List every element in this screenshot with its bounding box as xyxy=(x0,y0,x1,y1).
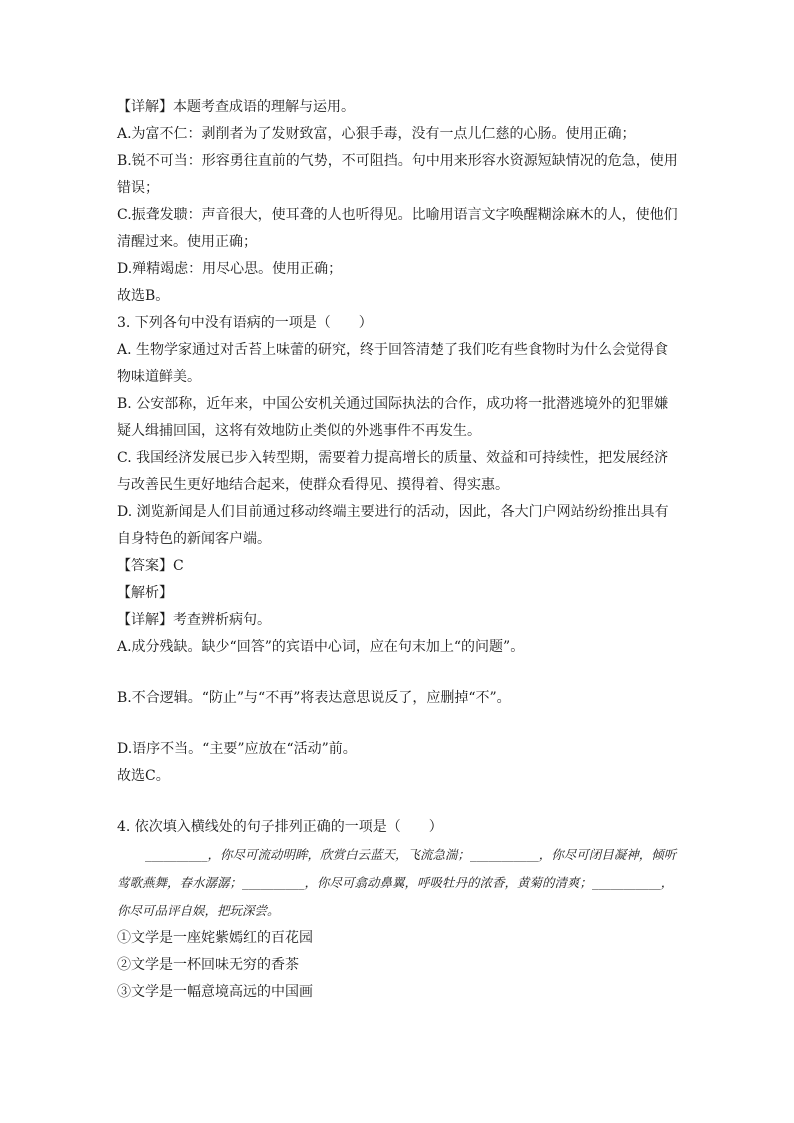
q4-item-3: ③文学是一幅意境高远的中国画 xyxy=(117,984,313,1000)
q3-analysis-label: 【解析】 xyxy=(117,585,173,601)
spacer xyxy=(117,790,679,814)
q3-analysis-b: B.不合逻辑。“防止”与“不再”将表达意思说反了，应删掉“不”。 xyxy=(117,690,511,706)
q3-analysis-a: A.成分残缺。缺少“回答”的宾语中心词，应在句末加上“的问题”。 xyxy=(117,639,525,655)
q2-analysis-c: C.振聋发聩：声音很大，使耳聋的人也听得见。比喻用语言文字唤醒糊涂麻木的人，使他们清醒过来。使用正确； xyxy=(117,207,678,250)
q4-passage: __________，你尽可流动明眸，欣赏白云蓝天，飞流急湍；___________，你尽可闭目凝神，倾听莺歌燕舞，春水潺潺；__________，你尽可翕动鼻翼，呼吸牡丹的浓香，黄菊的清爽；___________，你尽可品评自娱，把玩深尝。 xyxy=(117,847,677,918)
q3-option-d: D. 浏览新闻是人们目前通过移动终端主要进行的活动，因此，各大门户网站纷纷推出具有自身特色的新闻客户端。 xyxy=(117,504,669,547)
q3-conclusion: 故选C。 xyxy=(117,768,170,784)
q4-stem: 4. 依次填入横线处的句子排列正确的一项是（ ） xyxy=(117,819,443,835)
q3-stem: 3. 下列各句中没有语病的一项是（ ） xyxy=(117,315,373,331)
q3-option-c: C. 我国经济发展已步入转型期，需要着力提高增长的质量、效益和可持续性，把发展经济与改善民生更好地结合起来，使群众看得见、摸得着、得实惠。 xyxy=(117,450,669,493)
q3-analysis-d: D.语序不当。“主要”应放在“活动”前。 xyxy=(117,741,357,757)
q4-item-1: ①文学是一座姹紫嫣红的百花园 xyxy=(117,930,313,946)
spacer xyxy=(117,661,679,685)
q3-answer: 【答案】C xyxy=(117,558,184,574)
q2-conclusion: 故选B。 xyxy=(117,288,170,304)
q3-option-b: B. 公安部称，近年来，中国公安机关通过国际执法的合作，成功将一批潜逃境外的犯罪嫌疑人缉捕回国，这将有效地防止类似的外逃事件不再发生。 xyxy=(117,396,669,439)
q2-analysis-b: B.锐不可当：形容勇往直前的气势，不可阻挡。句中用来形容水资源短缺情况的危急，使用错误； xyxy=(117,153,678,196)
q2-analysis-a: A.为富不仁：剥削者为了发财致富，心狠手毒，没有一点儿仁慈的心肠。使用正确； xyxy=(117,126,636,142)
q3-option-a: A. 生物学家通过对舌苔上味蕾的研究，终于回答清楚了我们吃有些食物时为什么会觉得食物味道鲜美。 xyxy=(117,342,669,385)
q2-analysis-d: D.殚精竭虑：用尽心思。使用正确； xyxy=(117,261,343,277)
q2-detail: 【详解】本题考查成语的理解与运用。 xyxy=(117,99,355,115)
q4-item-2: ②文学是一杯回味无穷的香茶 xyxy=(117,957,299,973)
document-page xyxy=(117,94,679,1006)
q3-detail: 【详解】考查辨析病句。 xyxy=(117,612,271,628)
spacer xyxy=(117,712,679,736)
